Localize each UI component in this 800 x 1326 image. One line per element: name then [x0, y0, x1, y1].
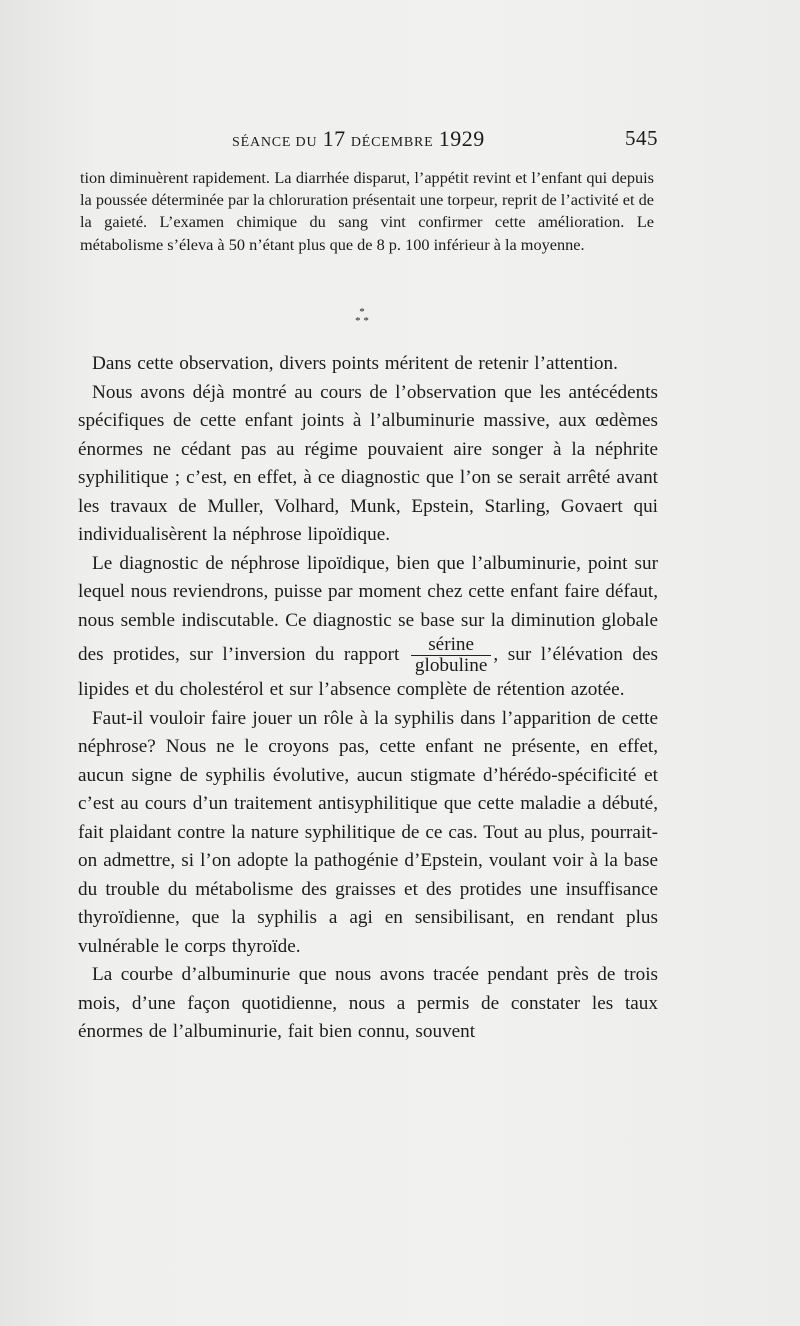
header-title	[232, 126, 485, 152]
header-title-pre: SÉANCE DU	[232, 135, 318, 150]
paragraph-1: Dans cette observation, divers points méritent de retenir l’attention.	[92, 353, 618, 374]
header-title-day: 17	[322, 126, 346, 151]
paragraph-3	[78, 550, 658, 705]
header-title-year: 1929	[438, 126, 485, 151]
fraction-denominator: globuline	[414, 655, 488, 676]
running-header	[232, 126, 658, 154]
paragraph-2: Nous avons déjà montré au cours de l’observation que les antécédents spécifiques de cette enfant joints à l’albuminurie massive, aux œdèmes énormes ne cédant pas au régime pouvaient aire songer à la néphrite syphilitique ; c’est, en effet, à ce diagnostic que l’on se serait arrêté avant les travaux de Muller, Volhard, Munk, Epstein, Starling, Govaert qui individualisèrent la néphrose lipoïdique.	[78, 381, 658, 545]
paragraph-3-before: Le diagnostic de néphrose lipoïdique, bien que l’albuminurie, point sur lequel nous reviendrons, puisse par moment chez cette enfant faire défaut, nous semble indiscutable. Ce diagnostic se base sur la diminution globale des protides, sur l’inversion du rapport	[78, 552, 658, 665]
small-print-block	[80, 167, 654, 256]
asterism-separator: * * *	[355, 306, 369, 327]
small-paragraph: tion diminuèrent rapidement. La diarrhée disparut, l’appétit revint et l’enfant qui depuis la poussée déterminée par la chloruration présentait une torpeur, reprit de l’activité et de la gaieté. L’examen chimique du sang vint confirmer cette amélioration. Le métabolisme s’éleva à 50 n’étant plus que de 8 p. 100 inférieur à la moyenne.	[80, 168, 654, 254]
page-number: 545	[625, 126, 658, 150]
ratio-fraction	[411, 635, 491, 676]
paragraph-3-after: , sur l’élévation des lipides et du cholestérol et sur l’absence complète de rétention azotée.	[78, 643, 658, 700]
header-title-month: DÉCEMBRE	[350, 135, 434, 150]
fraction-numerator: sérine	[411, 635, 491, 656]
paragraph-4: Faut-il vouloir faire jouer un rôle à la syphilis dans l’apparition de cette néphrose? Nous ne le croyons pas, cette enfant ne présente, en effet, aucun signe de syphilis évolutive, aucun stigmate d’hérédo-spécificité et c’est au cours d’un traitement antisyphilitique que cette maladie a débuté, fait plaidant contre la nature syphilitique de ce cas. Tout au plus, pourrait-on admettre, si l’on adopte la pathogénie d’Epstein, voulant voir à la base du trouble du métabolisme des graisses et des protides une insuffisance thyroïdienne, que la syphilis a agi en sensibilisant, en rendant plus vulnérable le corps thyroïde.	[78, 707, 658, 957]
main-text	[78, 350, 658, 1047]
paragraph-5: La courbe d’albuminurie que nous avons tracée pendant près de trois mois, d’une façon quotidienne, nous a permis de constater les taux énormes de l’albuminurie, fait bien connu, souvent	[78, 964, 658, 1042]
